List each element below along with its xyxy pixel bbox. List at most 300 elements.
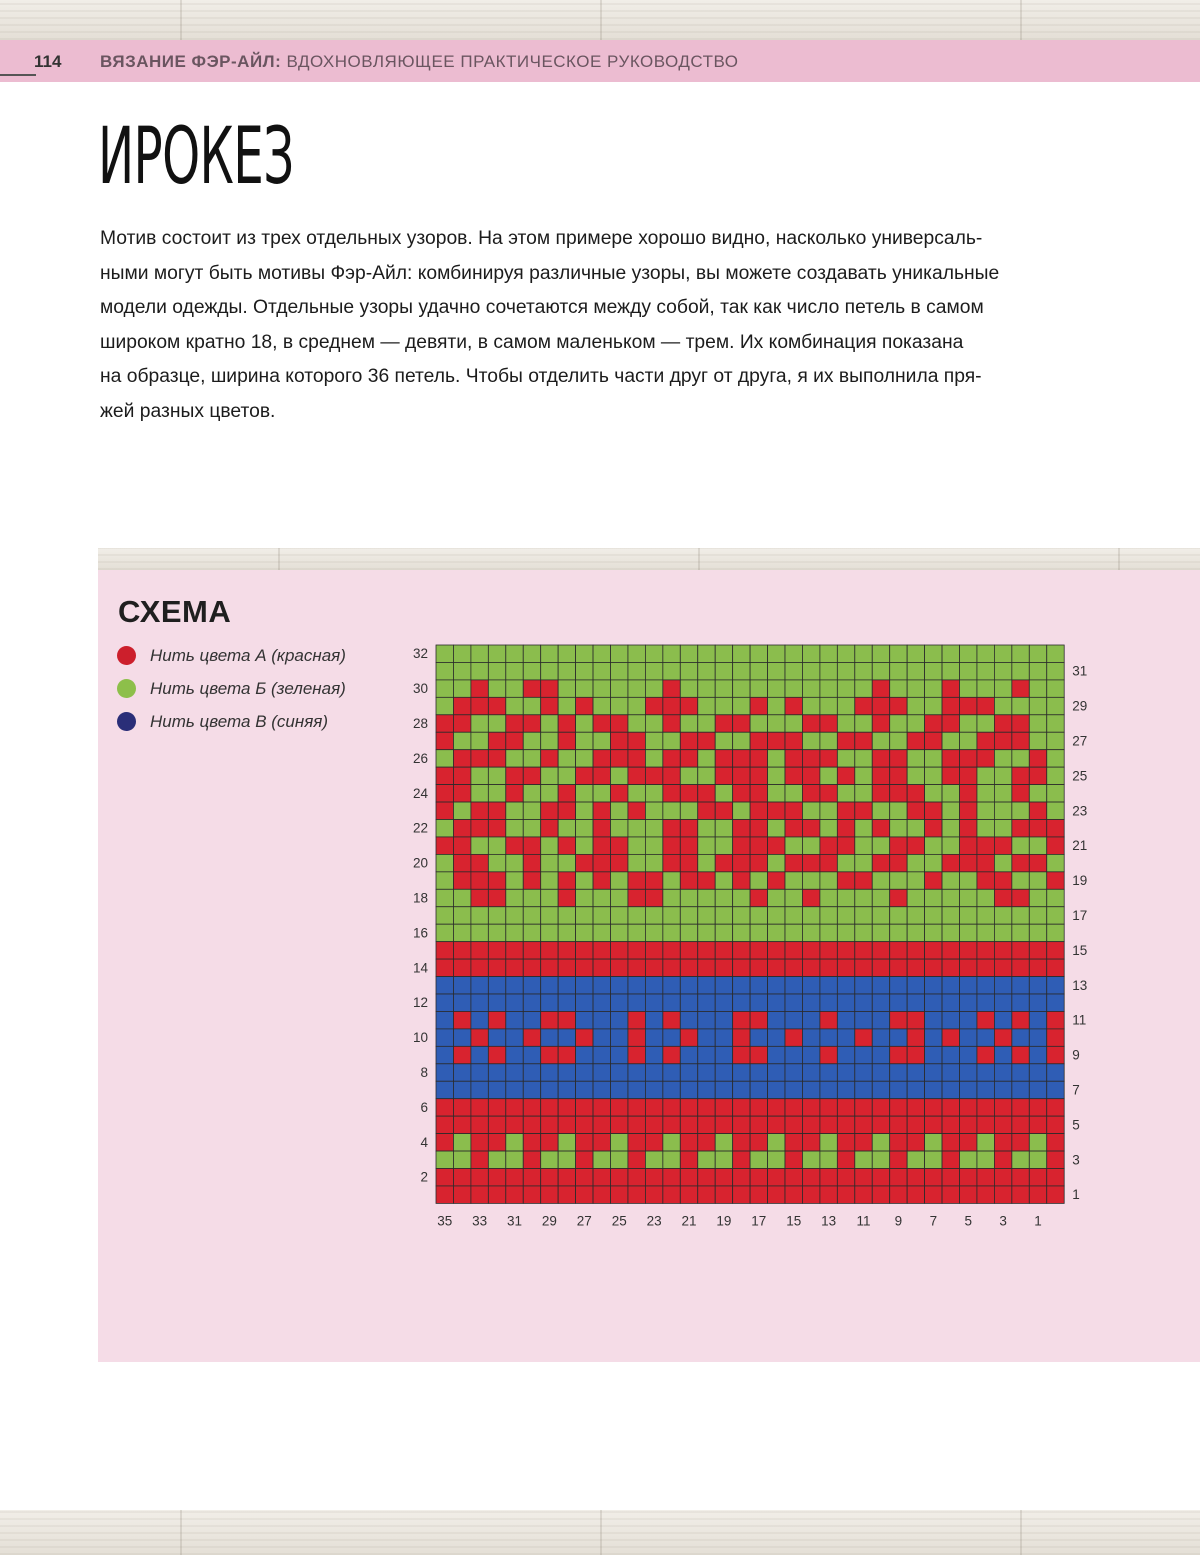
- chart-cell: [663, 1046, 680, 1063]
- chart-cell: [785, 1029, 802, 1046]
- chart-cell: [628, 680, 645, 697]
- chart-cell: [471, 802, 488, 819]
- chart-cell: [645, 994, 662, 1011]
- chart-cell: [680, 1099, 697, 1116]
- chart-cell: [541, 907, 558, 924]
- chart-cell: [837, 889, 854, 906]
- chart-cell: [890, 1029, 907, 1046]
- chart-cell: [663, 872, 680, 889]
- chart-cell: [593, 750, 610, 767]
- chart-cell: [733, 1186, 750, 1203]
- chart-cell: [890, 994, 907, 1011]
- chart-cell: [890, 732, 907, 749]
- chart-cell: [453, 889, 470, 906]
- chart-cell: [506, 1011, 523, 1028]
- chart-cell: [994, 715, 1011, 732]
- chart-cell: [942, 1029, 959, 1046]
- chart-cell: [872, 697, 889, 714]
- chart-cell: [855, 837, 872, 854]
- chart-cell: [750, 872, 767, 889]
- chart-cell: [1012, 750, 1029, 767]
- chart-cell: [1029, 1011, 1046, 1028]
- chart-cell: [715, 872, 732, 889]
- chart-cell: [785, 977, 802, 994]
- chart-cell: [471, 785, 488, 802]
- column-label: 21: [681, 1213, 697, 1229]
- chart-cell: [523, 680, 540, 697]
- chart-cell: [785, 820, 802, 837]
- chart-cell: [488, 697, 505, 714]
- chart-cell: [453, 1081, 470, 1098]
- chart-cell: [453, 680, 470, 697]
- row-label-right: 31: [1072, 663, 1088, 679]
- chart-cell: [453, 662, 470, 679]
- chart-cell: [715, 1081, 732, 1098]
- chart-cell: [506, 662, 523, 679]
- chart-cell: [733, 1011, 750, 1028]
- chart-cell: [1012, 697, 1029, 714]
- chart-cell: [768, 1151, 785, 1168]
- chart-cell: [436, 837, 453, 854]
- chart-cell: [802, 697, 819, 714]
- chart-cell: [471, 715, 488, 732]
- chart-cell: [750, 854, 767, 871]
- chart-cell: [628, 889, 645, 906]
- chart-cell: [872, 1064, 889, 1081]
- chart-cell: [611, 767, 628, 784]
- chart-cell: [576, 1099, 593, 1116]
- chart-cell: [680, 924, 697, 941]
- chart-cell: [977, 715, 994, 732]
- chart-cell: [925, 715, 942, 732]
- chart-cell: [558, 1029, 575, 1046]
- chart-cell: [942, 715, 959, 732]
- chart-cell: [611, 1134, 628, 1151]
- chart-cell: [855, 750, 872, 767]
- chart-cell: [750, 959, 767, 976]
- chart-cell: [663, 907, 680, 924]
- chart-cell: [1047, 907, 1064, 924]
- chart-cell: [855, 942, 872, 959]
- row-label-left: 30: [412, 681, 428, 697]
- chart-cell: [558, 1186, 575, 1203]
- chart-cell: [645, 1029, 662, 1046]
- chart-cell: [1029, 1046, 1046, 1063]
- chart-cell: [925, 959, 942, 976]
- chart-cell: [837, 977, 854, 994]
- chart-cell: [576, 662, 593, 679]
- chart-cell: [645, 1064, 662, 1081]
- chart-cell: [453, 1029, 470, 1046]
- chart-cell: [733, 785, 750, 802]
- chart-cell: [715, 977, 732, 994]
- chart-cell: [698, 645, 715, 662]
- green-dot-icon: [117, 679, 136, 698]
- chart-cell: [960, 1134, 977, 1151]
- chart-cell: [994, 767, 1011, 784]
- chart-cell: [715, 1099, 732, 1116]
- chart-cell: [977, 1081, 994, 1098]
- chart-cell: [436, 750, 453, 767]
- chart-cell: [506, 837, 523, 854]
- chart-cell: [541, 872, 558, 889]
- chart-cell: [960, 1029, 977, 1046]
- chart-cell: [506, 1029, 523, 1046]
- chart-cell: [698, 1029, 715, 1046]
- chart-cell: [663, 732, 680, 749]
- chart-cell: [733, 959, 750, 976]
- chart-cell: [611, 1029, 628, 1046]
- chart-cell: [960, 872, 977, 889]
- chart-cell: [977, 767, 994, 784]
- chart-cell: [541, 767, 558, 784]
- chart-cell: [541, 1046, 558, 1063]
- chart-cell: [1012, 924, 1029, 941]
- chart-cell: [506, 680, 523, 697]
- chart-cell: [593, 1046, 610, 1063]
- chart-cell: [645, 715, 662, 732]
- chart-cell: [837, 1064, 854, 1081]
- chart-cell: [750, 767, 767, 784]
- chart-cell: [1029, 872, 1046, 889]
- chart-cell: [942, 1134, 959, 1151]
- chart-cell: [663, 994, 680, 1011]
- chart-cell: [645, 697, 662, 714]
- chart-cell: [960, 732, 977, 749]
- chart-cell: [1029, 785, 1046, 802]
- chart-cell: [960, 1011, 977, 1028]
- chart-cell: [733, 680, 750, 697]
- chart-cell: [645, 750, 662, 767]
- chart-cell: [942, 1116, 959, 1133]
- chart-cell: [1012, 977, 1029, 994]
- chart-cell: [436, 1116, 453, 1133]
- chart-cell: [628, 645, 645, 662]
- chart-cell: [471, 1099, 488, 1116]
- chart-cell: [453, 924, 470, 941]
- chart-cell: [994, 854, 1011, 871]
- chart-cell: [1012, 1081, 1029, 1098]
- chart-cell: [820, 750, 837, 767]
- chart-cell: [750, 1134, 767, 1151]
- chart-cell: [488, 1011, 505, 1028]
- chart-cell: [488, 1064, 505, 1081]
- chart-cell: [925, 697, 942, 714]
- chart-cell: [907, 1186, 924, 1203]
- chart-cell: [785, 1186, 802, 1203]
- chart-cell: [611, 837, 628, 854]
- chart-cell: [488, 750, 505, 767]
- chart-cell: [436, 767, 453, 784]
- chart-cell: [960, 854, 977, 871]
- chart-cell: [925, 750, 942, 767]
- chart-cell: [750, 1011, 767, 1028]
- chart-cell: [768, 1169, 785, 1186]
- chart-cell: [680, 977, 697, 994]
- chart-cell: [785, 872, 802, 889]
- column-label: 35: [437, 1213, 453, 1229]
- column-label: 33: [472, 1213, 488, 1229]
- chart-cell: [680, 732, 697, 749]
- chart-cell: [1047, 1081, 1064, 1098]
- chart-cell: [611, 1099, 628, 1116]
- chart-cell: [994, 662, 1011, 679]
- chart-cell: [750, 645, 767, 662]
- chart-cell: [576, 1029, 593, 1046]
- chart-cell: [907, 820, 924, 837]
- chart-cell: [994, 1151, 1011, 1168]
- chart-cell: [960, 820, 977, 837]
- column-label: 3: [999, 1213, 1007, 1229]
- chart-cell: [750, 1046, 767, 1063]
- chart-cell: [768, 854, 785, 871]
- chart-cell: [977, 837, 994, 854]
- chart-cell: [872, 977, 889, 994]
- chart-cell: [593, 767, 610, 784]
- chart-cell: [698, 1169, 715, 1186]
- chart-cell: [768, 767, 785, 784]
- chart-cell: [523, 1011, 540, 1028]
- chart-cell: [907, 680, 924, 697]
- chart-cell: [558, 837, 575, 854]
- chart-cell: [785, 785, 802, 802]
- chart-cell: [558, 942, 575, 959]
- chart-cell: [942, 1186, 959, 1203]
- wood-top-decoration: [0, 0, 1200, 40]
- chart-cell: [837, 1169, 854, 1186]
- chart-cell: [471, 1186, 488, 1203]
- chart-cell: [1047, 662, 1064, 679]
- chart-cell: [872, 662, 889, 679]
- chart-cell: [680, 959, 697, 976]
- chart-cell: [960, 767, 977, 784]
- chart-cell: [576, 854, 593, 871]
- chart-cell: [628, 977, 645, 994]
- chart-cell: [628, 1011, 645, 1028]
- chart-cell: [488, 994, 505, 1011]
- chart-cell: [576, 837, 593, 854]
- chart-cell: [471, 1011, 488, 1028]
- chart-cell: [611, 645, 628, 662]
- chart-cell: [645, 785, 662, 802]
- column-label: 1: [1034, 1213, 1042, 1229]
- chart-cell: [1029, 697, 1046, 714]
- chart-cell: [977, 1029, 994, 1046]
- chart-cell: [611, 802, 628, 819]
- chart-cell: [733, 820, 750, 837]
- chart-cell: [872, 645, 889, 662]
- chart-cell: [855, 1186, 872, 1203]
- chart-cell: [715, 715, 732, 732]
- chart-cell: [1012, 767, 1029, 784]
- chart-cell: [436, 1064, 453, 1081]
- chart-cell: [663, 680, 680, 697]
- chart-cell: [855, 977, 872, 994]
- chart-cell: [872, 889, 889, 906]
- chart-cell: [471, 680, 488, 697]
- chart-cell: [715, 1116, 732, 1133]
- chart-cell: [907, 889, 924, 906]
- row-label-left: 26: [412, 750, 428, 766]
- intro-line: широком кратно 18, в среднем — девяти, в самом маленьком — трем. Их комбинация показана: [100, 331, 964, 353]
- scheme-title: СХЕМА: [118, 594, 232, 629]
- chart-cell: [698, 1116, 715, 1133]
- chart-cell: [488, 662, 505, 679]
- chart-cell: [977, 1169, 994, 1186]
- chart-cell: [890, 645, 907, 662]
- page-number: 114: [34, 52, 62, 71]
- chart-cell: [715, 924, 732, 941]
- chart-cell: [733, 662, 750, 679]
- chart-cell: [663, 942, 680, 959]
- chart-cell: [541, 854, 558, 871]
- chart-cell: [890, 1169, 907, 1186]
- chart-cell: [523, 767, 540, 784]
- chart-cell: [785, 889, 802, 906]
- chart-cell: [628, 802, 645, 819]
- chart-cell: [750, 697, 767, 714]
- chart-cell: [680, 1046, 697, 1063]
- chart-cell: [733, 1151, 750, 1168]
- chart-cell: [733, 1081, 750, 1098]
- chart-cell: [1012, 959, 1029, 976]
- chart-cell: [890, 1099, 907, 1116]
- chart-cell: [960, 662, 977, 679]
- chart-cell: [960, 889, 977, 906]
- chart-cell: [855, 645, 872, 662]
- chart-cell: [872, 1169, 889, 1186]
- chart-cell: [506, 924, 523, 941]
- chart-cell: [837, 680, 854, 697]
- chart-cell: [645, 872, 662, 889]
- chart-cell: [1029, 1116, 1046, 1133]
- chart-cell: [558, 1011, 575, 1028]
- chart-cell: [1012, 820, 1029, 837]
- row-label-right: 1: [1072, 1187, 1080, 1203]
- chart-cell: [541, 1169, 558, 1186]
- chart-cell: [558, 872, 575, 889]
- chart-cell: [645, 889, 662, 906]
- chart-cell: [785, 767, 802, 784]
- chart-cell: [994, 1081, 1011, 1098]
- chart-cell: [942, 785, 959, 802]
- chart-cell: [628, 994, 645, 1011]
- chart-cell: [802, 837, 819, 854]
- chart-cell: [785, 1116, 802, 1133]
- chart-cell: [506, 1116, 523, 1133]
- chart-cell: [977, 785, 994, 802]
- chart-cell: [768, 924, 785, 941]
- chart-cell: [1012, 1169, 1029, 1186]
- column-label: 7: [929, 1213, 938, 1229]
- chart-cell: [541, 924, 558, 941]
- chart-cell: [576, 767, 593, 784]
- chart-cell: [802, 645, 819, 662]
- chart-cell: [645, 907, 662, 924]
- chart-cell: [715, 662, 732, 679]
- chart-cell: [977, 732, 994, 749]
- chart-cell: [977, 872, 994, 889]
- chart-cell: [593, 1186, 610, 1203]
- chart-cell: [768, 889, 785, 906]
- chart-cell: [1029, 907, 1046, 924]
- chart-cell: [611, 1011, 628, 1028]
- chart-cell: [1029, 942, 1046, 959]
- chart-cell: [750, 1081, 767, 1098]
- chart-cell: [768, 1099, 785, 1116]
- chart-cell: [890, 959, 907, 976]
- chart-cell: [994, 942, 1011, 959]
- chart-cell: [837, 645, 854, 662]
- chart-cell: [698, 977, 715, 994]
- chart-cell: [436, 994, 453, 1011]
- chart-cell: [523, 1081, 540, 1098]
- chart-cell: [942, 1151, 959, 1168]
- row-label-left: 10: [412, 1030, 428, 1046]
- chart-cell: [960, 1151, 977, 1168]
- chart-cell: [890, 907, 907, 924]
- chart-cell: [611, 1186, 628, 1203]
- chart-cell: [680, 872, 697, 889]
- chart-cell: [768, 994, 785, 1011]
- chart-cell: [593, 820, 610, 837]
- chart-cell: [698, 907, 715, 924]
- chart-cell: [890, 1151, 907, 1168]
- chart-cell: [628, 942, 645, 959]
- chart-cell: [1047, 1186, 1064, 1203]
- chart-cell: [942, 1046, 959, 1063]
- chart-cell: [715, 1169, 732, 1186]
- chart-cell: [994, 1099, 1011, 1116]
- chart-cell: [768, 802, 785, 819]
- chart-cell: [558, 1046, 575, 1063]
- chart-cell: [890, 697, 907, 714]
- chart-cell: [453, 1151, 470, 1168]
- chart-cell: [436, 820, 453, 837]
- chart-cell: [820, 1169, 837, 1186]
- chart-cell: [663, 750, 680, 767]
- column-label: 19: [716, 1213, 732, 1229]
- chart-cell: [907, 715, 924, 732]
- chart-cell: [820, 1099, 837, 1116]
- chart-cell: [506, 767, 523, 784]
- chart-cell: [820, 942, 837, 959]
- chart-cell: [942, 662, 959, 679]
- chart-cell: [768, 1134, 785, 1151]
- chart-cell: [523, 837, 540, 854]
- chart-cell: [925, 977, 942, 994]
- chart-cell: [890, 785, 907, 802]
- chart-cell: [488, 1046, 505, 1063]
- row-label-left: 18: [412, 890, 428, 906]
- chart-cell: [1012, 942, 1029, 959]
- chart-cell: [768, 662, 785, 679]
- chart-cell: [768, 785, 785, 802]
- chart-cell: [453, 820, 470, 837]
- chart-cell: [593, 977, 610, 994]
- chart-cell: [1029, 820, 1046, 837]
- chart-cell: [977, 1046, 994, 1063]
- chart-cell: [890, 750, 907, 767]
- row-label-left: 6: [420, 1099, 428, 1115]
- chart-cell: [488, 820, 505, 837]
- chart-cell: [453, 1046, 470, 1063]
- chart-cell: [872, 942, 889, 959]
- chart-cell: [733, 1116, 750, 1133]
- chart-cell: [768, 715, 785, 732]
- chart-cell: [994, 820, 1011, 837]
- chart-cell: [907, 802, 924, 819]
